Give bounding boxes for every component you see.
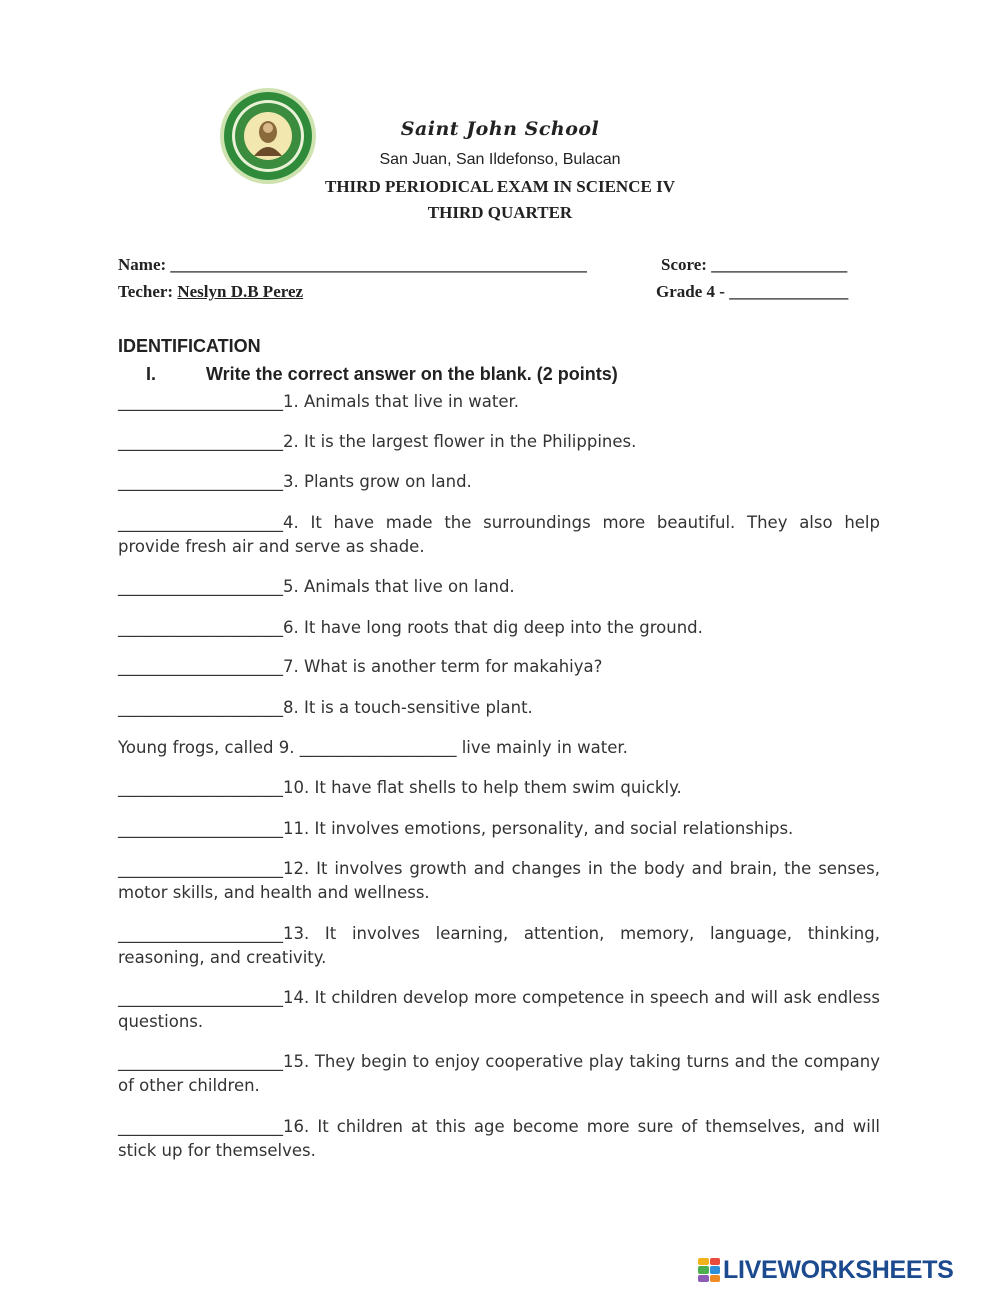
question-item[interactable]: ____________________1. Animals that live in water. <box>118 392 520 411</box>
question-item[interactable]: Young frogs, called 9. ___________________ live mainly in water. <box>118 738 628 757</box>
school-name: Saint John School <box>400 118 600 140</box>
teacher-label: Techer: <box>118 282 174 301</box>
liveworksheets-logo-icon <box>698 1258 720 1282</box>
teacher-name: Neslyn D.B Perez <box>177 282 304 301</box>
question-item[interactable]: ____________________7. What is another term for makahiya? <box>118 657 603 676</box>
school-address: San Juan, San Ildefonso, Bulacan <box>379 151 621 168</box>
grade-label: Grade 4 - <box>656 282 725 301</box>
question-item[interactable]: ____________________11. It involves emotions, personality, and social relationships. <box>118 819 794 838</box>
exam-title: THIRD PERIODICAL EXAM IN SCIENCE IV <box>325 177 675 196</box>
question-item[interactable]: ____________________4. It have made the surroundings more beautiful. They also help provide fresh air and serve as shade. <box>118 513 880 556</box>
question-item[interactable]: ____________________2. It is the largest flower in the Philippines. <box>118 432 637 451</box>
question-item[interactable]: ____________________13. It involves learning, attention, memory, language, thinking, reasoning, and creativity. <box>118 924 880 967</box>
instruction <box>146 364 618 385</box>
instruction-text: Write the correct answer on the blank. (2 points) <box>206 364 618 384</box>
question-item[interactable]: ____________________6. It have long roots that dig deep into the ground. <box>118 618 703 637</box>
name-label: Name: <box>118 255 167 274</box>
section-title: IDENTIFICATION <box>118 336 261 356</box>
question-item[interactable]: ____________________10. It have flat shells to help them swim quickly. <box>118 778 682 797</box>
grade-blank[interactable]: ______________ <box>729 282 849 301</box>
liveworksheets-brand: LIVEWORKSHEETS <box>723 1255 954 1284</box>
liveworksheets-logo[interactable] <box>698 1257 954 1283</box>
score-blank[interactable]: ________________ <box>711 255 848 274</box>
question-item[interactable]: ____________________15. They begin to enjoy cooperative play taking turns and the company of other children. <box>118 1052 880 1095</box>
score-label: Score: <box>661 255 707 274</box>
question-item[interactable]: ____________________8. It is a touch-sensitive plant. <box>118 698 533 717</box>
section-number: I. <box>146 364 157 384</box>
quarter-title: THIRD QUARTER <box>427 203 573 222</box>
question-item[interactable]: ____________________16. It children at this age become more sure of themselves, and will stick up for themselves. <box>118 1117 880 1160</box>
question-item[interactable]: ____________________5. Animals that live on land. <box>118 577 515 596</box>
question-item[interactable]: ____________________3. Plants grow on land. <box>118 472 472 491</box>
question-item[interactable]: ____________________14. It children develop more competence in speech and will ask endless questions. <box>118 988 880 1031</box>
name-blank[interactable]: _________________________________________________ <box>170 255 587 274</box>
question-item[interactable]: ____________________12. It involves growth and changes in the body and brain, the senses, motor skills, and health and wellness. <box>118 859 880 902</box>
